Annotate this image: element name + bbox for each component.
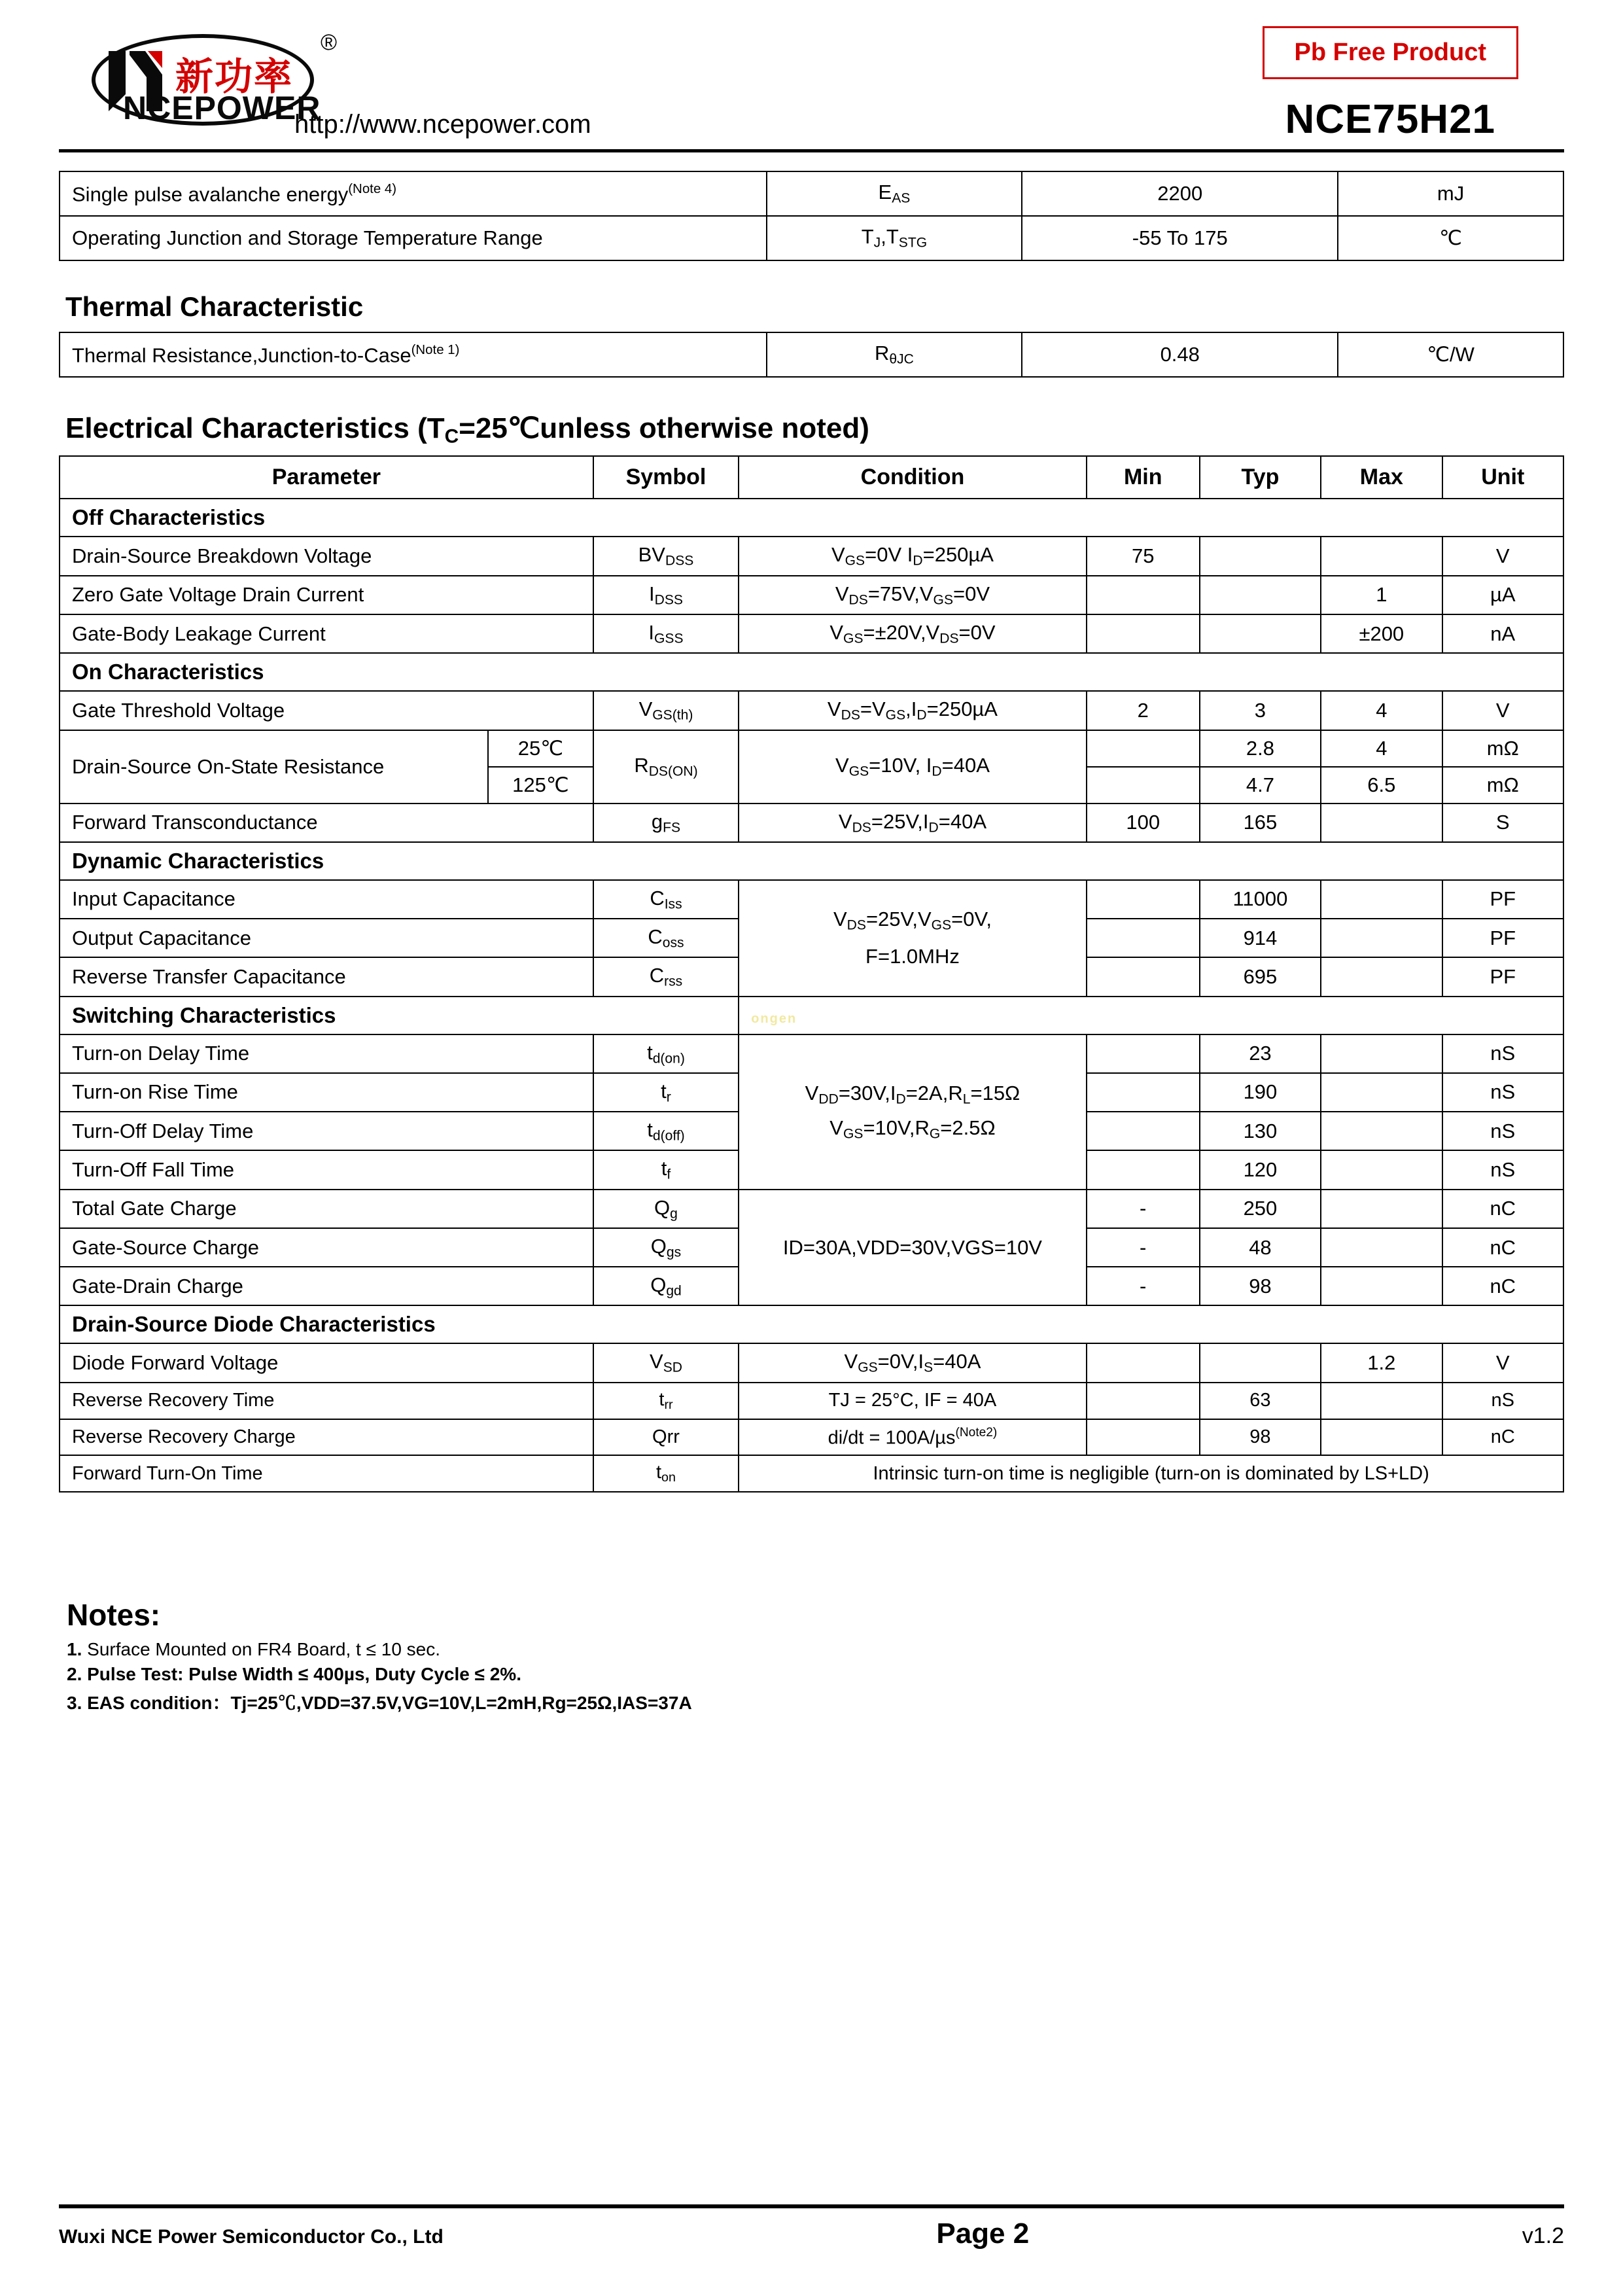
column-header-unit: Unit [1442, 456, 1563, 499]
min-cell [1087, 919, 1200, 957]
min-cell [1087, 1073, 1200, 1112]
spacer [747, 1107, 1077, 1116]
parameter-cell: Gate-Drain Charge [60, 1267, 593, 1305]
typ-cell: 11000 [1200, 880, 1321, 919]
symbol-cell: $I_{DSS}$ [593, 576, 739, 614]
note-ref: (Note2) [955, 1425, 998, 1439]
table-row [60, 1034, 1563, 1073]
header-divider [59, 149, 1564, 152]
symbol-cell: $t_{d(on)}$ [593, 1034, 739, 1073]
parameter-cell: Turn-Off Delay Time [60, 1112, 593, 1150]
condition-cell-merged-switching [739, 1034, 1086, 1190]
column-header-symbol: Symbol [593, 456, 739, 499]
max-cell [1321, 804, 1442, 842]
unit-cell: mΩ [1442, 730, 1563, 767]
condition-line-1: $V_{DS}=25V,V_{GS}=0V$, [833, 908, 992, 933]
min-cell [1087, 880, 1200, 919]
table-row [60, 1383, 1563, 1419]
value-cell: -55 To 175 [1022, 216, 1338, 260]
max-cell [1321, 919, 1442, 957]
min-cell [1087, 1343, 1200, 1382]
parameter-cell [60, 332, 767, 377]
condition-cell: TJ = 25°C, IF = 40A [739, 1383, 1086, 1419]
sw-condition-line-2: $V_{GS}=10V,R_G=2.5\Omega$ [829, 1116, 996, 1142]
typ-cell [1200, 614, 1321, 653]
table-row [60, 1343, 1563, 1382]
unit-cell: V [1442, 1343, 1563, 1382]
max-cell: 1 [1321, 576, 1442, 614]
symbol-cell: $C_{oss}$ [593, 919, 739, 957]
thermal-section-title: Thermal Characteristic [65, 291, 364, 322]
group-title-switching: Switching Characteristics [60, 997, 739, 1034]
min-cell [1087, 767, 1200, 804]
max-cell: 6.5 [1321, 767, 1442, 804]
unit-cell: PF [1442, 919, 1563, 957]
symbol-sub: θJC [889, 351, 914, 367]
footer-version: v1.2 [1522, 2223, 1564, 2248]
spacer [747, 933, 1077, 945]
typ-cell: 2.8 [1200, 730, 1321, 767]
condition-cell: $V_{DS}=V_{GS},I_D=250\mu A$ [739, 691, 1086, 730]
unit-cell: nC [1442, 1267, 1563, 1305]
table-row [60, 1455, 1563, 1492]
unit-cell: nS [1442, 1034, 1563, 1073]
typ-cell [1200, 576, 1321, 614]
typ-cell: 165 [1200, 804, 1321, 842]
parameter-cell: Gate-Body Leakage Current [60, 614, 593, 653]
symbol-sub: AS [892, 190, 911, 206]
table-row [60, 614, 1563, 653]
note-ref: (Note 1) [411, 342, 460, 357]
parameter-cell: Gate Threshold Voltage [60, 691, 593, 730]
symbol-cell: $C_{Iss}$ [593, 880, 739, 919]
parameter-cell: Forward Transconductance [60, 804, 593, 842]
symbol-cell: $Q_{gd}$ [593, 1267, 739, 1305]
parameter-cell: Drain-Source On-State Resistance [60, 730, 488, 804]
symbol-cell [767, 171, 1022, 216]
min-cell [1087, 1419, 1200, 1455]
unit-cell: V [1442, 537, 1563, 575]
notes-title: Notes: [67, 1598, 161, 1633]
parameter-cell: Drain-Source Breakdown Voltage [60, 537, 593, 575]
parameter-cell: Forward Turn-On Time [60, 1455, 593, 1492]
max-cell: 1.2 [1321, 1343, 1442, 1382]
temperature-sublabel-125c: 125℃ [488, 767, 593, 804]
typ-cell: 63 [1200, 1383, 1321, 1419]
column-header-condition: Condition [739, 456, 1086, 499]
symbol-sub: J [873, 235, 881, 251]
symbol-main: T [861, 225, 874, 249]
column-header-typ: Typ [1200, 456, 1321, 499]
symbol-cell: $R_{DS(ON)}$ [593, 730, 739, 804]
max-cell [1321, 880, 1442, 919]
value-cell: 0.48 [1022, 332, 1338, 377]
condition-cell: $V_{GS}=\pm 20V,V_{DS}=0V$ [739, 614, 1086, 653]
unit-cell: nS [1442, 1073, 1563, 1112]
table-row [60, 804, 1563, 842]
condition-cell: $V_{GS}=0V$ $I_D=250\mu A$ [739, 537, 1086, 575]
logo-chinese-text: 新功率 [175, 54, 294, 99]
unit-cell: mΩ [1442, 767, 1563, 804]
table-row [60, 216, 1563, 260]
unit-cell: nC [1442, 1419, 1563, 1455]
min-cell [1087, 576, 1200, 614]
table-row [60, 171, 1563, 216]
group-header-row [60, 653, 1563, 691]
note-item-1 [67, 1639, 1564, 1660]
parameter-cell: Total Gate Charge [60, 1190, 593, 1228]
parameter-cell: Zero Gate Voltage Drain Current [60, 576, 593, 614]
electrical-title-part2: =25℃unless otherwise noted) [459, 412, 869, 444]
min-cell [1087, 1112, 1200, 1150]
condition-cell-full: Intrinsic turn-on time is negligible (turn-on is dominated by LS+LD) [739, 1455, 1563, 1492]
group-title-dynamic: Dynamic Characteristics [60, 842, 1563, 880]
typ-cell [1200, 1343, 1321, 1382]
parameter-cell: Turn-on Delay Time [60, 1034, 593, 1073]
column-header-min: Min [1087, 456, 1200, 499]
parameter-cell: Turn-on Rise Time [60, 1073, 593, 1112]
table-row [60, 1190, 1563, 1228]
temperature-sublabel-25c: 25℃ [488, 730, 593, 767]
pb-free-badge: Pb Free Product [1263, 26, 1519, 79]
page-footer [59, 2204, 1564, 2250]
max-cell [1321, 537, 1442, 575]
min-cell [1087, 614, 1200, 653]
symbol-cell: $V_{SD}$ [593, 1343, 739, 1382]
typ-cell: 98 [1200, 1267, 1321, 1305]
parameter-cell: Gate-Source Charge [60, 1228, 593, 1267]
symbol-cell: $V_{GS(th)}$ [593, 691, 739, 730]
table-row [60, 1419, 1563, 1455]
note-text-1: Surface Mounted on FR4 Board, t ≤ 10 sec. [87, 1639, 441, 1660]
symbol-cell: $g_{FS}$ [593, 804, 739, 842]
unit-cell: nS [1442, 1112, 1563, 1150]
parameter-cell: Reverse Recovery Charge [60, 1419, 593, 1455]
condition-cell-charge: ID=30A,VDD=30V,VGS=10V [739, 1190, 1086, 1306]
unit-cell: nS [1442, 1383, 1563, 1419]
group-title-on: On Characteristics [60, 653, 1563, 691]
table-header-row [60, 456, 1563, 499]
note-item-2: 2. Pulse Test: Pulse Width ≤ 400µs, Duty Cycle ≤ 2%. [67, 1664, 521, 1685]
header-right [1263, 26, 1558, 143]
logo-mark [92, 26, 338, 137]
group-header-row [60, 842, 1563, 880]
logo-english-text: NCEPOWER [123, 90, 321, 126]
notes-section [59, 1597, 1564, 1715]
parameter-cell: Diode Forward Voltage [60, 1343, 593, 1382]
group-header-row [60, 997, 1563, 1034]
unit-cell: mJ [1338, 171, 1563, 216]
table-row [60, 332, 1563, 377]
max-cell [1321, 1267, 1442, 1305]
max-cell [1321, 1112, 1442, 1150]
symbol-cell: $BV_{DSS}$ [593, 537, 739, 575]
min-cell [1087, 730, 1200, 767]
page-header [59, 26, 1564, 143]
typ-cell: 48 [1200, 1228, 1321, 1267]
condition-line-2: F=1.0MHz [865, 945, 960, 968]
unit-cell: µA [1442, 576, 1563, 614]
group-header-row [60, 1305, 1563, 1343]
note-item-3: 3. EAS condition：Tj=25℃,VDD=37.5V,VG=10V,L=2mH,Rg=25Ω,IAS=37A [67, 1693, 692, 1714]
symbol-main: E [878, 181, 892, 204]
footer-page-number: Page 2 [936, 2217, 1030, 2250]
symbol-cell [767, 332, 1022, 377]
max-cell [1321, 1150, 1442, 1189]
electrical-title-part1: Electrical Characteristics (T [65, 412, 445, 444]
unit-cell: S [1442, 804, 1563, 842]
footer-divider [59, 2204, 1564, 2208]
part-number: NCE75H21 [1285, 97, 1496, 142]
registered-mark-icon: ® [321, 30, 338, 55]
group-title-off: Off Characteristics [60, 499, 1563, 537]
electrical-title-sub: C [444, 425, 459, 448]
note-number-1: 1. [67, 1639, 82, 1660]
value-cell: 2200 [1022, 171, 1338, 216]
typ-cell: 3 [1200, 691, 1321, 730]
min-cell [1087, 1150, 1200, 1189]
unit-cell: PF [1442, 880, 1563, 919]
sw-condition-line-1: $V_{DD}=30V,I_D=2A,R_L=15\Omega$ [805, 1081, 1021, 1107]
max-cell [1321, 1073, 1442, 1112]
min-cell: - [1087, 1228, 1200, 1267]
unit-cell: PF [1442, 957, 1563, 996]
min-cell: 75 [1087, 537, 1200, 575]
max-cell [1321, 1034, 1442, 1073]
company-url: http://www.ncepower.com [294, 110, 591, 139]
max-cell [1321, 1190, 1442, 1228]
parameter-cell: Input Capacitance [60, 880, 593, 919]
unit-cell: nC [1442, 1190, 1563, 1228]
condition-cell: $V_{GS}=10V$, $I_D=40A$ [739, 730, 1086, 804]
column-header-parameter: Parameter [60, 456, 593, 499]
watermark-cell [739, 997, 1563, 1034]
unit-cell: nC [1442, 1228, 1563, 1267]
min-cell: - [1087, 1190, 1200, 1228]
symbol-cell: $t_f$ [593, 1150, 739, 1189]
parameter-cell [60, 171, 767, 216]
typ-cell: 695 [1200, 957, 1321, 996]
typ-cell: 120 [1200, 1150, 1321, 1189]
unit-cell: ℃/W [1338, 332, 1563, 377]
parameter-cell: Reverse Recovery Time [60, 1383, 593, 1419]
symbol-sub-2: STG [898, 235, 928, 251]
thermal-characteristic-table [59, 332, 1564, 378]
symbol-main: R [874, 342, 890, 365]
group-title-diode: Drain-Source Diode Characteristics [60, 1305, 1563, 1343]
typ-cell: 190 [1200, 1073, 1321, 1112]
min-cell: - [1087, 1267, 1200, 1305]
max-cell: ±200 [1321, 614, 1442, 653]
min-cell [1087, 1034, 1200, 1073]
symbol-cell: $t_{on}$ [593, 1455, 739, 1492]
table-row [60, 730, 1563, 767]
symbol-cell: $t_r$ [593, 1073, 739, 1112]
min-cell [1087, 1383, 1200, 1419]
symbol-cell: $t_{rr}$ [593, 1383, 739, 1419]
typ-cell [1200, 537, 1321, 575]
typ-cell: 130 [1200, 1112, 1321, 1150]
max-cell [1321, 1419, 1442, 1455]
unit-cell: V [1442, 691, 1563, 730]
parameter-cell: Reverse Transfer Capacitance [60, 957, 593, 996]
max-cell [1321, 1228, 1442, 1267]
footer-company: Wuxi NCE Power Semiconductor Co., Ltd [59, 2226, 444, 2248]
symbol-cell: $Q_g$ [593, 1190, 739, 1228]
symbol-cell: $T_J,T_{STG}$ [767, 216, 1022, 260]
parameter-label: Thermal Resistance,Junction-to-Case [72, 344, 411, 367]
condition-cell [739, 1419, 1086, 1455]
electrical-characteristics-table [59, 455, 1564, 1492]
condition-cell: $V_{DS}=75V,V_{GS}=0V$ [739, 576, 1086, 614]
symbol-cell: $t_{d(off)}$ [593, 1112, 739, 1150]
condition-cell: $V_{GS}=0V,I_S=40A$ [739, 1343, 1086, 1382]
unit-cell: nA [1442, 614, 1563, 653]
brand-logo [92, 26, 591, 139]
max-cell [1321, 957, 1442, 996]
typ-cell: 250 [1200, 1190, 1321, 1228]
watermark-text: ongen [751, 1011, 797, 1026]
symbol-cell: $Q_{gs}$ [593, 1228, 739, 1267]
min-cell: 100 [1087, 804, 1200, 842]
absolute-max-continuation-table [59, 171, 1564, 261]
symbol-cell: $C_{rss}$ [593, 957, 739, 996]
max-cell [1321, 1383, 1442, 1419]
typ-cell: 98 [1200, 1419, 1321, 1455]
condition-cell: $V_{DS}=25V,I_D=40A$ [739, 804, 1086, 842]
unit-cell: ℃ [1338, 216, 1563, 260]
max-cell: 4 [1321, 691, 1442, 730]
min-cell [1087, 957, 1200, 996]
symbol-main-2: T [886, 225, 899, 249]
group-header-row [60, 499, 1563, 537]
note-ref: (Note 4) [348, 181, 397, 196]
table-row [60, 880, 1563, 919]
typ-cell: 4.7 [1200, 767, 1321, 804]
unit-cell: nS [1442, 1150, 1563, 1189]
condition-cell-merged [739, 880, 1086, 997]
parameter-label: Single pulse avalanche energy [72, 183, 349, 206]
column-header-max: Max [1321, 456, 1442, 499]
parameter-cell: Operating Junction and Storage Temperature Range [60, 216, 767, 260]
parameter-cell: Turn-Off Fall Time [60, 1150, 593, 1189]
electrical-section-title [65, 412, 1564, 448]
parameter-cell: Output Capacitance [60, 919, 593, 957]
table-row [60, 691, 1563, 730]
max-cell: 4 [1321, 730, 1442, 767]
symbol-cell: Qrr [593, 1419, 739, 1455]
symbol-cell: $I_{GSS}$ [593, 614, 739, 653]
condition-text: di/dt = 100A/µs [828, 1427, 956, 1449]
min-cell: 2 [1087, 691, 1200, 730]
typ-cell: 23 [1200, 1034, 1321, 1073]
table-row [60, 537, 1563, 575]
typ-cell: 914 [1200, 919, 1321, 957]
table-row [60, 576, 1563, 614]
